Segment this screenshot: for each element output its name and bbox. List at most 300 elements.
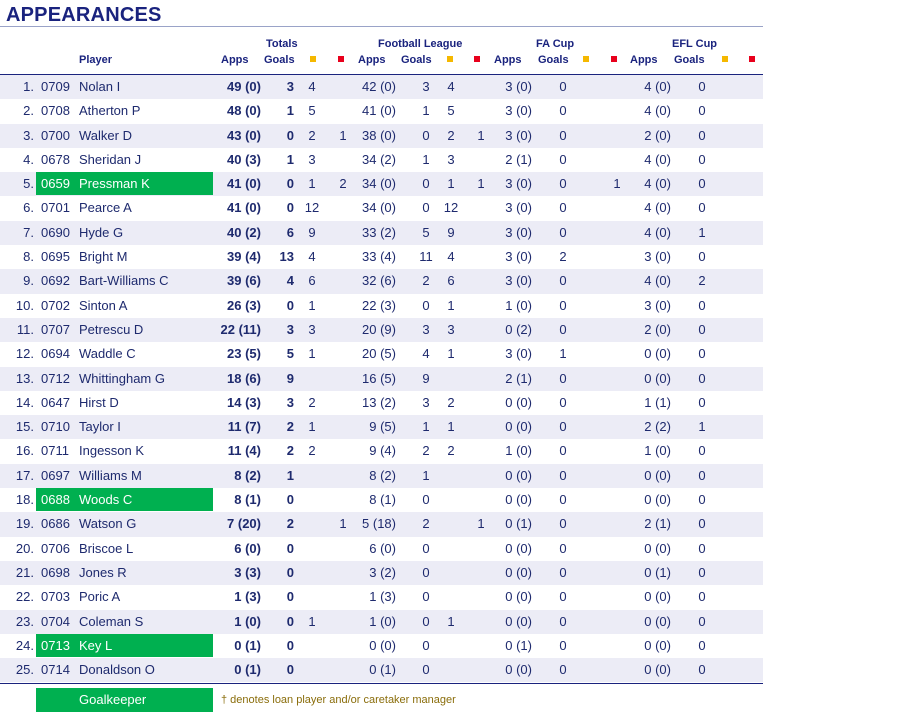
player-name: Whittingham G [79,370,165,386]
table-row [0,221,763,245]
efl-goals: 0 [698,370,706,386]
totals-goals: 0 [286,540,294,556]
row-number: 25. [15,662,34,678]
league-red [473,488,489,512]
fa-apps: 0 (0) [505,662,532,678]
fa-apps: 3 (0) [505,273,532,289]
efl-goals: 0 [698,467,706,483]
league-goals: 0 [422,176,430,192]
fa-apps: 3 (0) [505,103,532,119]
fa-yellow [577,148,597,172]
league-yellow [441,464,461,488]
fa-apps: 1 (0) [505,297,532,313]
league-red [473,196,489,220]
table-row [0,75,763,99]
table-row [0,561,763,585]
row-number: 14. [15,394,34,410]
league-yellow: 1 [447,346,455,362]
fa-goals: 0 [559,589,567,605]
league-red [473,342,489,366]
efl-apps: 4 (0) [644,273,671,289]
fa-apps: 0 (0) [505,564,532,580]
league-red [473,318,489,342]
fa-goals: 0 [559,321,567,337]
fa-red [609,318,625,342]
player-name: Jones R [79,564,127,580]
fa-apps: 3 (0) [505,249,532,265]
fa-apps: 0 (0) [505,419,532,435]
league-goals: 3 [422,394,430,410]
player-name: Taylor I [79,419,121,435]
fa-red [609,658,625,682]
fa-goals: 0 [559,224,567,240]
row-number: 7. [23,224,34,240]
fa-apps: 2 (1) [505,370,532,386]
league-apps: 16 (5) [362,370,396,386]
totals-red [335,245,351,269]
league-red [473,585,489,609]
fa-goals: 0 [559,613,567,629]
totals-apps: 41 (0) [227,176,261,192]
player-id: 0703 [41,589,70,605]
fa-goals: 2 [559,249,567,265]
row-number: 1. [23,79,34,94]
efl-goals: 0 [698,540,706,556]
player-name: Woods C [79,492,133,508]
row-number: 21. [15,564,34,580]
fa-goals: 0 [559,127,567,143]
league-yellow: 4 [447,79,455,94]
totals-red [335,294,351,318]
player-id: 0711 [41,443,69,459]
league-yellow: 2 [447,394,455,410]
league-apps: 34 (0) [362,200,396,216]
efl-apps: 0 (1) [644,564,671,580]
fa-red [609,391,625,415]
table-row [0,342,763,366]
totals-apps: 8 (2) [234,467,261,483]
totals-goals: 0 [286,176,294,192]
fa-red [609,245,625,269]
table-row [0,148,763,172]
totals-red [335,658,351,682]
totals-goals: 0 [286,297,294,313]
totals-red [335,634,351,658]
totals-yellow: 9 [308,224,316,240]
table-row [0,391,763,415]
fa-yellow [577,488,597,512]
fa-red [609,634,625,658]
league-goals: 0 [422,200,430,216]
player-id: 0708 [41,103,70,119]
totals-apps: 1 (3) [234,589,261,605]
row-number: 15. [15,419,34,435]
row-number: 13. [15,370,34,386]
totals-goals: 0 [286,127,294,143]
table-row [0,610,763,634]
totals-yellow [302,585,322,609]
efl-apps: 1 (0) [644,443,671,459]
efl-goals: 0 [698,176,706,192]
league-yellow [441,512,461,536]
league-apps: 5 (18) [362,516,396,532]
header-efl-apps: Apps [630,54,658,66]
league-yellow: 5 [447,103,455,119]
league-goals: 0 [422,127,430,143]
league-goals: 0 [422,662,430,678]
totals-red [335,269,351,293]
player-name: Key L [79,637,113,653]
fa-goals: 0 [559,297,567,313]
efl-apps: 0 (0) [644,589,671,605]
totals-red [335,221,351,245]
totals-yellow [302,464,322,488]
totals-apps: 22 (11) [220,321,261,337]
player-name: Coleman S [79,613,144,629]
totals-apps: 49 (0) [227,79,261,94]
player-id: 0659 [41,176,70,192]
league-apps: 1 (0) [369,613,396,629]
league-red [473,367,489,391]
totals-red [335,148,351,172]
efl-goals: 0 [698,103,706,119]
table-row [0,245,763,269]
player-name: Bart-Williams C [79,273,169,289]
league-red [473,561,489,585]
league-red [473,634,489,658]
league-goals: 0 [422,540,430,556]
footer-divider [0,683,763,684]
fa-red: 1 [613,176,621,192]
player-name: Bright M [79,249,128,265]
fa-yellow [577,245,597,269]
table-row [0,99,763,123]
header-totals-goals: Goals [264,54,295,66]
totals-goals: 2 [286,516,294,532]
table-row [0,439,763,463]
table-row [0,658,763,682]
fa-goals: 0 [559,662,567,678]
header-efl-cup: EFL Cup [672,38,718,50]
table-row [0,269,763,293]
totals-apps: 18 (6) [227,370,261,386]
fa-yellow [577,464,597,488]
player-id: 0714 [41,662,70,678]
fa-red [609,99,625,123]
league-yellow [441,634,461,658]
red-card-icon [749,56,755,62]
league-goals: 11 [419,249,433,265]
player-id: 0713 [41,637,70,653]
league-apps: 33 (4) [362,249,396,265]
efl-goals: 0 [698,637,706,653]
efl-apps: 4 (0) [644,224,671,240]
player-name: Poric A [79,589,121,605]
totals-goals: 5 [286,346,294,362]
league-red [473,294,489,318]
efl-goals: 0 [698,394,706,410]
totals-red [335,537,351,561]
league-apps: 34 (2) [362,151,396,167]
player-name: Walker D [79,127,132,143]
league-apps: 6 (0) [369,540,396,556]
league-yellow: 3 [447,321,455,337]
row-number: 2. [23,103,34,119]
efl-goals: 0 [698,249,706,265]
league-red: 1 [477,127,485,143]
table-row [0,196,763,220]
totals-yellow: 1 [308,613,316,629]
totals-goals: 6 [286,224,294,240]
totals-apps: 40 (2) [227,224,261,240]
league-red [473,439,489,463]
totals-red [335,342,351,366]
fa-goals: 0 [559,443,567,459]
player-name: Hyde G [79,224,124,240]
fa-goals: 0 [559,540,567,556]
yellow-card-icon [447,56,453,62]
league-yellow [441,488,461,512]
totals-yellow: 2 [308,394,316,410]
table-row [0,294,763,318]
player-id: 0698 [41,564,70,580]
totals-yellow: 4 [308,79,316,94]
row-number: 20. [15,540,34,556]
league-red [473,415,489,439]
fa-apps: 0 (1) [505,516,532,532]
header-league-apps: Apps [358,54,386,66]
totals-apps: 43 (0) [227,127,261,143]
table-row [0,512,763,536]
row-number: 4. [23,151,34,167]
league-yellow: 1 [447,176,455,192]
league-red: 1 [477,516,485,532]
efl-goals: 0 [698,589,706,605]
league-goals: 0 [422,613,430,629]
totals-apps: 14 (3) [227,394,261,410]
player-name: Atherton P [79,103,141,119]
player-id: 0706 [41,540,70,556]
totals-yellow: 3 [308,321,316,337]
player-name: Ingesson K [79,443,145,459]
goalkeeper-legend-label: Goalkeeper [79,692,147,707]
league-apps: 32 (6) [362,273,396,289]
fa-yellow [577,124,597,148]
totals-yellow: 12 [304,200,320,216]
efl-apps: 1 (1) [644,394,671,410]
league-red [473,269,489,293]
fa-yellow [577,196,597,220]
totals-red [335,75,351,99]
fa-goals: 0 [559,79,567,94]
player-id: 0686 [41,516,70,532]
totals-yellow: 1 [308,419,316,435]
efl-apps: 3 (0) [644,297,671,313]
red-card-icon [338,56,344,62]
league-goals: 3 [422,321,430,337]
row-number: 24. [15,637,34,653]
totals-red: 2 [339,176,347,192]
efl-apps: 4 (0) [644,200,671,216]
efl-goals: 0 [698,151,706,167]
row-number: 18. [15,492,34,508]
efl-apps: 2 (0) [644,127,671,143]
player-name: Watson G [79,516,137,532]
player-id: 0701 [41,200,70,216]
fa-apps: 3 (0) [505,127,532,143]
totals-yellow [302,537,322,561]
row-number: 10. [15,297,34,313]
fa-yellow [577,634,597,658]
player-name: Sinton A [79,297,128,313]
league-yellow: 1 [447,613,455,629]
row-number: 9. [23,273,34,289]
efl-apps: 4 (0) [644,103,671,119]
totals-apps: 26 (3) [227,297,261,313]
fa-red [609,294,625,318]
title-divider [0,26,763,27]
league-red [473,221,489,245]
table-row [0,124,763,148]
totals-apps: 3 (3) [234,564,261,580]
league-yellow: 2 [447,127,455,143]
table-row [0,634,763,658]
yellow-card-icon [583,56,589,62]
fa-apps: 1 (0) [505,443,532,459]
table-row [0,415,763,439]
header-totals-apps: Apps [221,54,249,66]
efl-goals: 1 [698,419,706,435]
league-yellow [441,658,461,682]
fa-apps: 3 (0) [505,176,532,192]
efl-apps: 2 (2) [644,419,671,435]
efl-goals: 0 [698,127,706,143]
fa-yellow [577,415,597,439]
fa-yellow [577,269,597,293]
league-apps: 20 (5) [362,346,396,362]
player-name: Nolan I [79,79,121,94]
league-goals: 2 [422,273,430,289]
league-apps: 8 (2) [369,467,396,483]
totals-red [335,488,351,512]
fa-yellow [577,658,597,682]
league-red [473,245,489,269]
row-number: 22. [15,589,34,605]
totals-goals: 0 [286,564,294,580]
player-id: 0695 [41,249,70,265]
row-number: 5. [23,176,34,192]
efl-goals: 0 [698,516,706,532]
league-apps: 22 (3) [362,297,396,313]
fa-yellow [577,585,597,609]
player-id: 0712 [41,370,70,386]
yellow-card-icon [310,56,316,62]
fa-apps: 0 (0) [505,394,532,410]
table-row [0,464,763,488]
totals-goals: 0 [286,200,294,216]
fa-yellow [577,537,597,561]
efl-apps: 0 (0) [644,346,671,362]
totals-apps: 6 (0) [234,540,261,556]
row-number: 8. [23,249,34,265]
league-goals: 0 [422,589,430,605]
fa-goals: 0 [559,176,567,192]
totals-red [335,99,351,123]
player-id: 0710 [41,419,70,435]
totals-yellow: 5 [308,103,316,119]
totals-goals: 0 [286,589,294,605]
totals-red [335,367,351,391]
league-apps: 3 (2) [369,564,396,580]
table-row [0,488,763,512]
fa-apps: 0 (1) [505,637,532,653]
row-number: 17. [15,467,34,483]
league-apps: 0 (1) [369,662,396,678]
efl-goals: 0 [698,564,706,580]
totals-goals: 0 [286,637,294,653]
fa-red [609,196,625,220]
fa-yellow [577,342,597,366]
league-apps: 42 (0) [362,79,396,94]
totals-red [335,561,351,585]
player-name: Pressman K [79,176,150,192]
efl-apps: 4 (0) [644,79,671,94]
player-id: 0707 [41,321,70,337]
fa-yellow [577,561,597,585]
league-yellow: 12 [443,200,459,216]
row-number: 11. [16,321,34,337]
fa-yellow [577,367,597,391]
league-yellow: 1 [447,297,455,313]
fa-yellow [577,391,597,415]
efl-apps: 0 (0) [644,613,671,629]
fa-goals: 0 [559,419,567,435]
efl-goals: 2 [698,273,706,289]
header-fa-goals: Goals [538,54,569,66]
league-goals: 2 [422,516,430,532]
league-yellow: 4 [447,249,455,265]
fa-yellow [577,318,597,342]
fa-yellow [577,99,597,123]
player-name: Sheridan J [79,151,142,167]
player-id: 0697 [41,467,70,483]
totals-apps: 39 (6) [227,273,261,289]
row-number: 16. [15,443,34,459]
league-red [473,391,489,415]
header-football-league: Football League [378,38,463,50]
fa-yellow [577,75,597,99]
league-goals: 1 [422,467,430,483]
fa-goals: 0 [559,516,567,532]
efl-goals: 1 [698,224,706,240]
totals-apps: 0 (1) [234,637,261,653]
totals-yellow: 6 [308,273,316,289]
totals-apps: 11 (7) [227,419,261,435]
league-apps: 8 (1) [369,492,396,508]
fa-red [609,488,625,512]
league-red: 1 [477,176,485,192]
league-red [473,537,489,561]
totals-red [335,439,351,463]
fa-red [609,537,625,561]
league-yellow [441,367,461,391]
league-red [473,75,489,99]
totals-red: 1 [339,127,347,143]
fa-goals: 0 [559,200,567,216]
totals-red [335,415,351,439]
totals-goals: 0 [286,492,294,508]
efl-goals: 0 [698,79,706,94]
